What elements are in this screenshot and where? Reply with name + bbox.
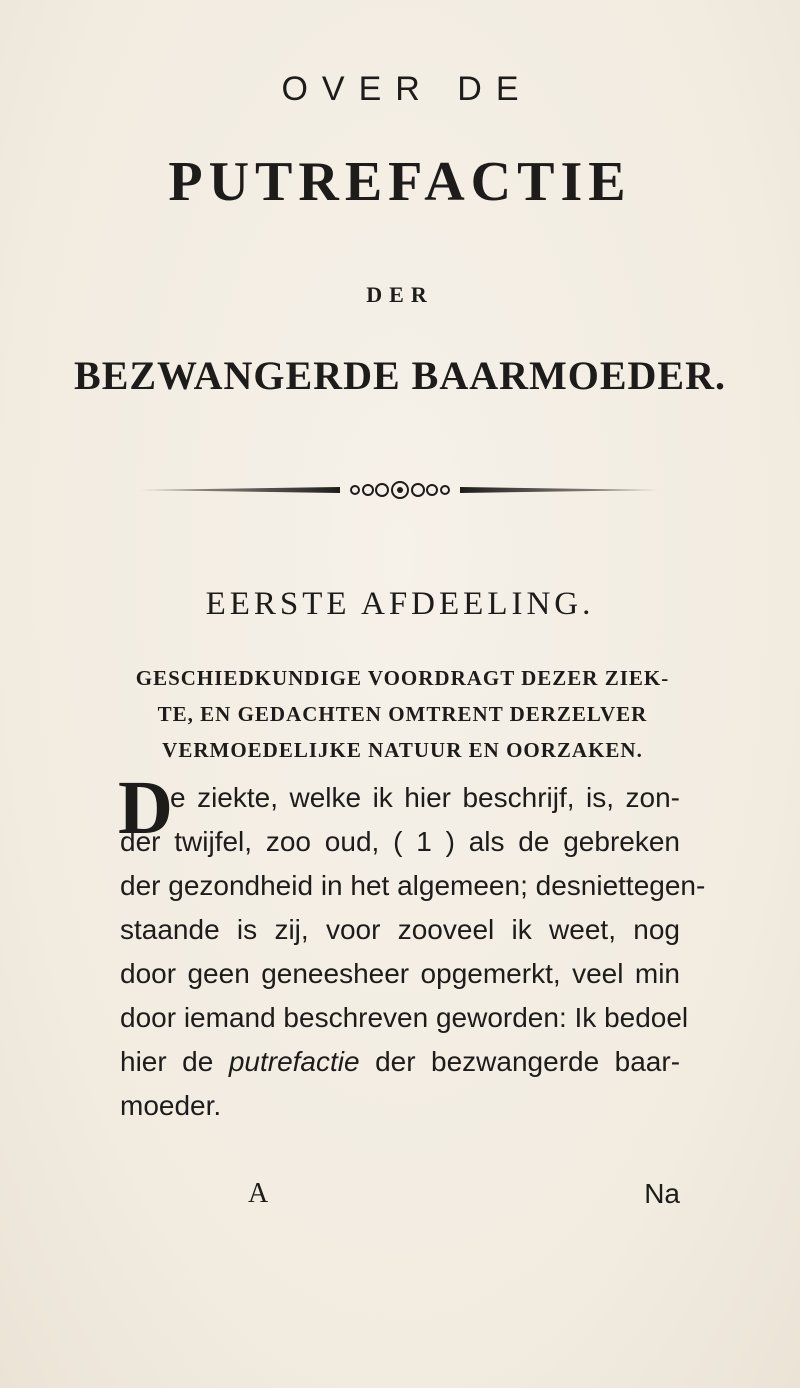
- body-line: staande is zij, voor zooveel ik weet, nog: [120, 914, 680, 945]
- body-line: door iemand beschreven geworden: Ik bedoel: [120, 1002, 689, 1033]
- title-der: DER: [366, 282, 434, 307]
- body-text-segment: hier de: [120, 1046, 214, 1077]
- italic-term: putrefactie: [228, 1046, 360, 1077]
- catchword: Na: [644, 1178, 680, 1209]
- title-main: PUTREFACTIE: [168, 151, 632, 213]
- summary-line: VERMOEDELIJKE NATUUR EN OORZAKEN.: [162, 738, 643, 762]
- body-line: e ziekte, welke ik hier beschrijf, is, zon-: [170, 782, 680, 813]
- summary-line: TE, EN GEDACHTEN OMTRENT DERZELVER: [157, 702, 648, 726]
- ornamental-rule-icon: [140, 478, 660, 502]
- body-line: moeder.: [120, 1090, 222, 1121]
- section-heading: EERSTE AFDEELING.: [205, 586, 595, 622]
- body-line: der twijfel, zoo oud, ( 1 ) als de gebreken: [120, 826, 680, 857]
- drop-cap: D: [118, 766, 173, 850]
- body-text-segment: der bezwangerde baar-: [375, 1046, 681, 1077]
- signature-mark: A: [248, 1178, 269, 1209]
- body-line-7: [120, 1040, 680, 1084]
- section-summary: [130, 660, 675, 768]
- title-subject: BEZWANGERDE BAARMOEDER.: [74, 353, 726, 398]
- body-line: door geen geneesheer opgemerkt, veel min: [120, 958, 680, 989]
- title-over-de: OVER DE: [281, 70, 533, 108]
- summary-line: GESCHIEDKUNDIGE VOORDRAGT DEZER ZIEK-: [135, 666, 670, 690]
- body-line: der gezondheid in het algemeen; desniettegen-: [120, 870, 706, 901]
- body-paragraph: [120, 776, 706, 1128]
